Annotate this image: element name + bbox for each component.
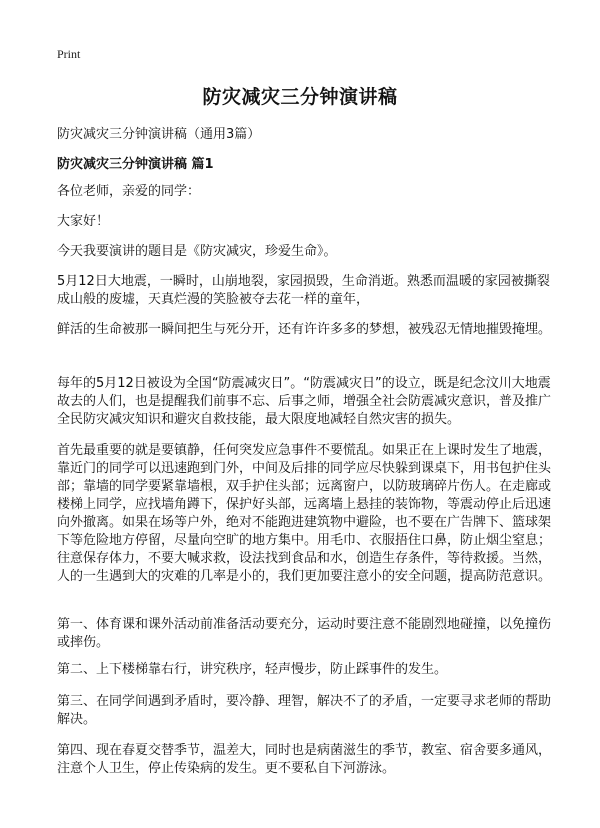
paragraph-earthquake: 5月12日大地震，一瞬时，山崩地裂，家园损毁，生命消逝。熟悉而温暖的家园被撕裂成山般的废墟，天真烂漫的笑脸被夺去花一样的童年， xyxy=(57,274,550,307)
paragraph-topic: 今天我要演讲的题目是《防灾减灾，珍爱生命》。 xyxy=(57,244,337,259)
document-subtitle: 防灾减灾三分钟演讲稿（通用3篇） xyxy=(57,127,261,142)
paragraph-rule-3: 第三、在同学间遇到矛盾时，要冷静、理智，解决不了的矛盾，一定要寻求老师的帮助解决。 xyxy=(57,694,552,727)
paragraph-rule-1: 第一、体育课和课外活动前准备活动要充分，运动时要注意不能剧烈地碰撞，以免撞伤或摔伤。 xyxy=(57,617,552,650)
document-title: 防灾减灾三分钟演讲稿 xyxy=(202,86,398,108)
section-heading: 防灾减灾三分钟演讲稿 篇1 xyxy=(57,157,214,172)
print-link[interactable]: Print xyxy=(57,47,81,61)
paragraph-hello: 大家好！ xyxy=(57,214,110,229)
paragraph-lives: 鲜活的生命被那一瞬间把生与死分开，还有许许多多的梦想，被残忍无情地摧毁掩埋。 xyxy=(57,322,552,337)
paragraph-safety-guide: 首先最重要的就是要镇静，任何突发应急事件不要慌乱。如果正在上课时发生了地震，靠近门的同学可以迅速跑到门外，中间及后排的同学应尽快躲到课桌下，用书包护住头部；靠墙的同学要紧靠墙根，双手护住头部；远离窗户，以防玻璃碎片伤人。在走廊或楼梯上同学，应找墙角蹲下，保护好头部，远离墙上悬挂的装饰物，等震动停止后迅速向外撤离。如果在场等户外，绝对不能跑进建筑物中避险，也不要在广告牌下、篮球架下等危险地方停留，尽量向空旷的地方集中。用毛巾、衣服捂住口鼻，防止烟尘窒息；往意保存体力，不要大喊求救，设法找到食品和水，创造生存条件，等待救援。当然，人的一生遇到大的灾难的几率是小的，我们更加要注意小的安全问题，提高防范意识。 xyxy=(57,443,552,584)
paragraph-rule-2: 第二、上下楼梯靠右行，讲究秩序，轻声慢步，防止踩事件的发生。 xyxy=(57,662,448,677)
paragraph-greeting: 各位老师，亲爱的同学： xyxy=(57,184,201,199)
paragraph-rule-4: 第四、现在春夏交替季节，温差大，同时也是病菌滋生的季节，教室、宿舍要多通风，注意个人卫生，停止传染病的发生。更不要私自下河游泳。 xyxy=(57,743,552,776)
paragraph-memorial-day: 每年的5月12日被设为全国“防震减灾日”。“防震减灾日”的设立，既是纪念汶川大地震故去的人们，也是提醒我们前事不忘、后事之师，增强全社会防震减灾意识，普及推广全民防灾减灾知识和避灾自救技能，最大限度地减轻自然灾害的损失。 xyxy=(57,376,552,427)
